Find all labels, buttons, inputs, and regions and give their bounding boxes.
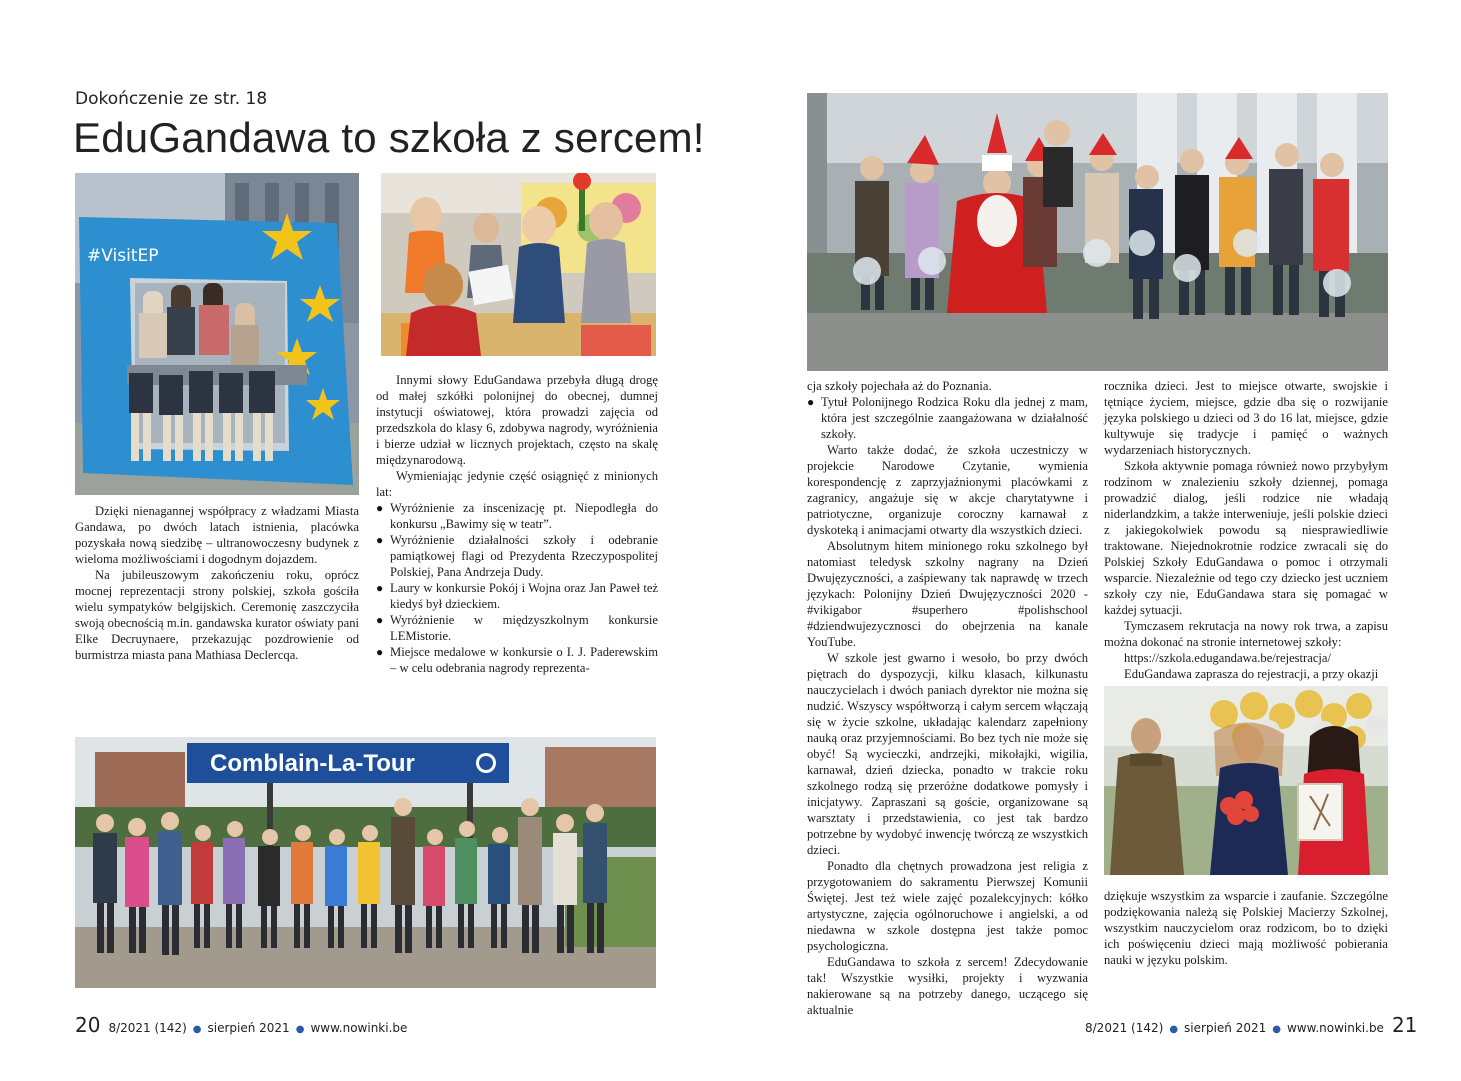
paragraph: rocznika dzieci. Jest to miejsce otwarte, swojskie i tętniące życiem, miejsce, gdzie dba się o rozwijanie języka polskiego u dzieci od 3 do 16 lat, miejsce, gdzie kultywuje się tradycje i pamięć o ważnych wydarzeniach historycznych. — [1104, 379, 1388, 457]
article-title: EduGandawa to szkoła z sercem! — [73, 114, 705, 161]
page-number: 20 — [75, 1013, 101, 1037]
paragraph: dziękuje wszystkim za wsparcie i zaufanie. Szczególne podziękowania należą się Polskiej Macierzy Szkolnej, wszystkim nauczycielom oraz rodzicom, bo to dzięki ich poświęceniu dzieci mają możliwość pobierania nauki w języku polskim. — [1104, 889, 1388, 967]
paragraph: Dzięki nienagannej współpracy z władzami Miasta Gandawa, po dwóch latach istnienia, placówka pozyskała nową siedzibę – ultranowoczesny budynek z wieloma możliwościami i dogodnym dojazdem. — [75, 504, 359, 566]
text-column-3 — [807, 378, 1088, 1018]
registration-link[interactable]: https://szkola.edugandawa.be/rejestracja/ — [1124, 651, 1332, 665]
photo-school-trip-comblain — [75, 737, 656, 988]
text-column-4-end — [1104, 888, 1388, 968]
photo-award-balloons — [1104, 686, 1388, 875]
paragraph: Wymieniając jedynie część osiągnięć z minionych lat: — [376, 469, 658, 499]
visitep-sign-text: #VisitEP — [87, 246, 159, 266]
paragraph: W szkole jest gwarno i wesoło, bo przy dwóch piętrach do dyspozycji, kilku klasach, kilkunastu nauczycielach i dwóch paniach dyrektor nie można się nudzić. Wszyscy współtworzą i całym sercem włączają się w życie szkolne, układając kalendarz zapełniony nauką oraz przyjemnościami. Bo bez tych nie może się obyć! Są wycieczki, andrzejki, mikołajki, wigilia, karnawał, dzień dziecka, ponadto w trakcie roku szkolnego rodzą się przeróżne dodatkowe pomysły i inicjatywy. Zapraszani są goście, organizowane są warsztaty i przedstawienia, co jest tak bardzo potrzebne by wydobyć inwencję twórczą ze wszystkich dzieci. — [807, 651, 1088, 857]
paragraph: cja szkoły pojechała aż do Poznania. — [807, 379, 992, 393]
list-item: ● Tytuł Polonijnego Rodzica Roku dla jednej z mam, która jest szczególnie zaangażowana w działalność szkoły. — [807, 394, 1088, 442]
issue-date: sierpień 2021 — [1184, 1021, 1267, 1035]
paragraph: EduGandawa zaprasza do rejestracji, a przy okazji — [1124, 667, 1379, 681]
text-column-2 — [376, 372, 658, 676]
list-item: ● Wyróżnienie w międzyszkolnym konkursie LEMistorie. — [376, 612, 658, 644]
achievements-list — [376, 500, 658, 676]
issue-number: 8/2021 (142) — [1085, 1021, 1164, 1035]
separator-dot-icon: ● — [1272, 1024, 1281, 1035]
paragraph: Ponadto dla chętnych prowadzona jest religia z przygotowaniem do sakramentu Pierwszej Komunii Świętej. Jest też wiele zajęć pozalekcyjnych: kółko artystyczne, zajęcia ogólnoruchowe i angielski, a od niedawna w szkole dostępna jest także pomoc psychologiczna. — [807, 859, 1088, 953]
issue-number: 8/2021 (142) — [108, 1021, 187, 1035]
list-item: ● Laury w konkursie Pokój i Wojna oraz Jan Paweł też kiedyś był dzieckiem. — [376, 580, 658, 612]
website[interactable]: www.nowinki.be — [310, 1021, 408, 1035]
paragraph: Tymczasem rekrutacja na nowy rok trwa, a zapisu można dokonać na stronie internetowej szkoły: — [1104, 619, 1388, 649]
issue-date: sierpień 2021 — [207, 1021, 290, 1035]
separator-dot-icon: ● — [1169, 1024, 1179, 1035]
paragraph: Na jubileuszowym zakończeniu roku, oprócz mocnej reprezentacji strony polskiej, szkoła gościła wielu sympatyków belgijskich. Ceremonię zaszczyciła swoją obecnością m.in. gandawska kurator oświaty pani Elke Decruynaere, przekazując pozdrowienie od burmistrza miasta pana Mathiasa Declercqa. — [75, 568, 359, 662]
photo-visitep-frame — [75, 173, 359, 495]
photo-saint-nicholas-group — [807, 93, 1388, 371]
separator-dot-icon: ● — [295, 1024, 305, 1035]
page-number: 21 — [1391, 1013, 1418, 1037]
text-column-1 — [75, 503, 359, 663]
station-sign-text: Comblain-La-Tour — [210, 750, 415, 777]
list-item: ● Wyróżnienie działalności szkoły i odebranie pamiątkowej flagi od Prezydenta Rzeczypospolitej Polskiej, Pana Andrzeja Dudy. — [376, 532, 658, 580]
text-column-4 — [1104, 378, 1388, 682]
paragraph: Innymi słowy EduGandawa przebyła długą drogę od małej szkółki polonijnej do obecnej, dumnej instytucji oświatowej, która prowadzi zajęcia od przedszkola do klasy 6, zdobywa nagrody, wyróżnienia i bierze udział w licznych projektach, często na skalę międzynarodową. — [376, 373, 658, 467]
paragraph: Absolutnym hitem minionego roku szkolnego był natomiast teledysk szkolny nagrany na Dzień Dwujęzyczności, a zaśpiewany tak naprawdę w trzech językach: Polonijny Dzień Dwujęzyczności 2020 - #vikigabor #superhero #polishschool #dziendwujezycznosci do obejrzenia na kanale YouTube. — [807, 539, 1088, 649]
footer-right — [1085, 1013, 1425, 1037]
list-item: ● Miejsce medalowe w konkursie o I. J. Paderewskim – w celu odebrania nagrody reprezenta- — [376, 644, 658, 676]
paragraph: EduGandawa to szkoła z sercem! Zdecydowanie tak! Wszystkie wysiłki, projekty i wyzwania nakierowane są na potrzeby danego, uczącego się aktualnie — [807, 955, 1088, 1017]
achievements-list-continued — [807, 394, 1088, 442]
photo-ceremony-teachers — [381, 173, 656, 356]
website[interactable]: www.nowinki.be — [1286, 1021, 1384, 1035]
footer-left — [67, 1013, 407, 1037]
paragraph: Warto także dodać, że szkoła uczestniczy w projekcie Narodowe Czytanie, wymienia korespondencję z zaprzyjaźnionymi placówkami z zagranicy, angażuje się w akcje charytatywne i patriotyczne, organizuje coroczny karnawał z dyskoteką i animacjami otwarty dla wszystkich dzieci. — [807, 443, 1088, 537]
separator-dot-icon: ● — [192, 1024, 202, 1035]
continuation-note: Dokończenie ze str. 18 — [75, 89, 268, 109]
list-item: ● Wyróżnienie za inscenizację pt. Niepodległa do konkursu „Bawimy się w teatr”. — [376, 500, 658, 532]
paragraph: Szkoła aktywnie pomaga również nowo przybyłym rodzinom w znalezieniu szkoły dziennej, pomaga prowadzić dialog, jeśli rodzice nie władają niderlandzkim, a także interweniuje, jeśli polskie dzieci z jakiegokolwiek powodu są niesprawiedliwie traktowane. Niejednokrotnie rodzice zwracali się do Polskiej Szkoły EduGandawa o pomoc i otrzymali wsparcie. Niezależnie od tego czy dziecko jest uczniem szkoły czy nie, EduGandawa stara się pomagać w każdej sytuacji. — [1104, 459, 1388, 617]
